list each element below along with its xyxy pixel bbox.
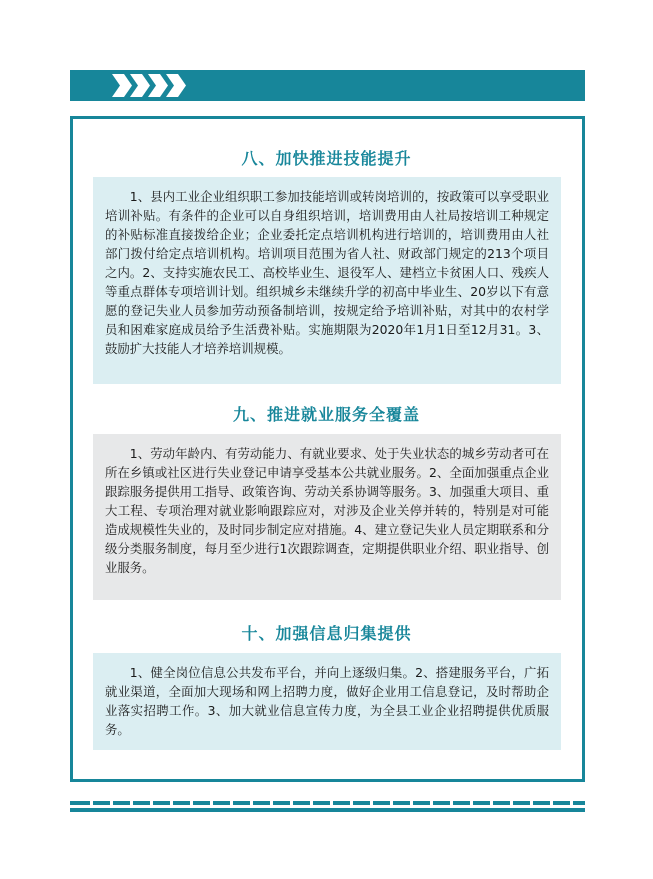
section-text-8: 1、县内工业企业组织职工参加技能培训或转岗培训的，按政策可以享受职业培训补贴。有条件的企业可以自身组织培训，培训费用由人社局按培训工种规定的补贴标准直接拨给企业；企业委托定点培训机构进行培训的，培训费用由人社部门拨付给定点培训机构。培训项目范围为省人社、财政部门规定的213个项目之内。2、支持实施农民工、高校毕业生、退役军人、建档立卡贫困人口、残疾人等重点群体专项培训计划。组织城乡未继续升学的初高中毕业生、20岁以下有意愿的登记失业人员参加劳动预备制培训，按规定给予培训补贴，对其中的农村学员和困难家庭成员给予生活费补贴。实施期限为2020年1月1日至12月31。3、鼓励扩大技能人才培养培训规模。 xyxy=(105,189,549,356)
section-body-9 xyxy=(93,434,561,600)
section-heading-8: 八、加快推进技能提升 xyxy=(241,149,412,168)
bottom-double-rule xyxy=(70,800,585,814)
section-body-10 xyxy=(93,653,561,750)
section-heading-9: 九、推进就业服务全覆盖 xyxy=(232,405,420,424)
chevron-arrows-icon xyxy=(110,70,200,101)
section-text-9: 1、劳动年龄内、有劳动能力、有就业要求、处于失业状态的城乡劳动者可在所在乡镇或社区进行失业登记申请享受基本公共就业服务。2、全面加强重点企业跟踪服务提供用工指导、政策咨询、劳动关系协调等服务。3、加强重大项目、重大工程、专项治理对就业影响跟踪应对，对涉及企业关停并转的，特别是对可能造成规模性失业的，及时同步制定应对措施。4、建立登记失业人员定期联系和分级分类服务制度，每月至少进行1次跟踪调查，定期提供职业介绍、职业指导、创业服务。 xyxy=(105,446,549,575)
section-body-8 xyxy=(93,177,561,384)
section-text-10: 1、健全岗位信息公共发布平台，并向上逐级归集。2、搭建服务平台，广拓就业渠道，全面加大现场和网上招聘力度，做好企业用工信息登记，及时帮助企业落实招聘工作。3、加大就业信息宣传力度，为全县工业企业招聘提供优质服务。 xyxy=(105,665,549,737)
section-heading-10: 十、加强信息归集提供 xyxy=(241,624,412,643)
